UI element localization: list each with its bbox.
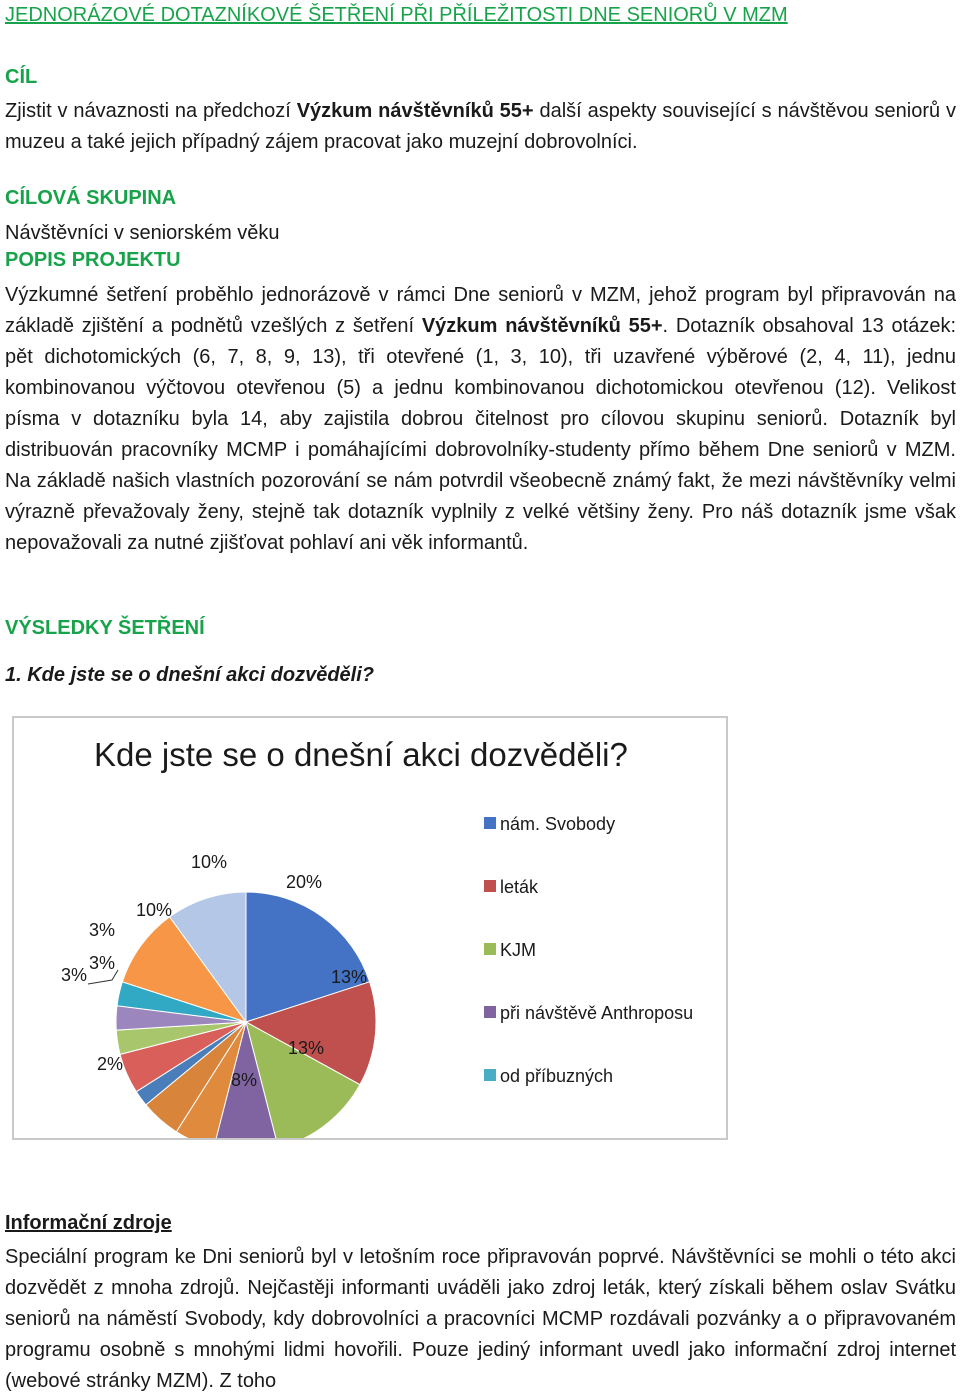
- question-1: 1. Kde jste se o dnešní akci dozvěděli?: [5, 664, 375, 686]
- slice-label-4: 8%: [230, 1070, 258, 1090]
- project-description-paragraph: [5, 280, 956, 559]
- legend-label-3: KJM: [500, 940, 536, 960]
- project-text-end: . Dotazník obsahoval 13 otázek: pět dichotomických (6, 7, 8, 9, 13), tři otevřené (1, 3, 10), tři uzavřené výběrové (2, 4, 11), jednu kombinovanou výčtovou otevřenou (5) a jednu kombinovanou dichotomickou otevřenou (12). Velikost písma v dotazníku byla 14, aby zajistila dobrou čitelnost pro cílovou skupinu seniorů. Dotazník byl distribuován pracovníky MCMP i pomáhajícími dobrovolníky-studenty přímo během Dne seniorů v MZM. Na základě našich vlastních pozorování se nám potvrdil všeobecně známý fakt, že mezi návštěvníky velmi výrazně převažovaly ženy, stejně tak dotazník vyplnily z velké většiny ženy. Pro náš dotazník jsme však nepovažovali za nutné zjišťovat pohlaví ani věk informantů.: [5, 315, 957, 554]
- slice-label-7: 2%: [96, 1054, 124, 1074]
- legend-label-5: od příbuzných: [500, 1066, 614, 1086]
- legend-label-1: nám. Svobody: [500, 814, 616, 834]
- slice-label-1: 20%: [285, 872, 323, 892]
- legend-label-4: při návštěvě Anthroposu: [500, 1003, 694, 1023]
- slice-label-11: 3%: [60, 965, 88, 985]
- info-sources-paragraph: Speciální program ke Dni seniorů byl v letošním roce připravován poprvé. Návštěvníci se mohli o této akci dozvědět z mnoha zdrojů. Nejčastěji informanti uváděli jako zdroj leták, který získali během oslav Svátku seniorů na náměstí Svobody, kdy dobrovolníci a pracovníci MCMP rozdávali pozvánky a o připravovaném programu osobně s mnohými lidmi hovořili. Pouze jediný informant uvedl jako informační zdroj internet (webové stránky MZM). Z toho: [5, 1246, 956, 1392]
- legend-label-2: leták: [500, 877, 539, 897]
- goal-paragraph: [5, 96, 956, 158]
- slice-label-3: 13%: [287, 1038, 325, 1058]
- target-group-heading: CÍLOVÁ SKUPINA: [5, 187, 177, 209]
- target-group-text: Návštěvníci v seniorském věku: [5, 222, 280, 244]
- project-description-heading: POPIS PROJEKTU: [5, 249, 181, 271]
- project-text-start: Výzkumné šetření proběhlo jednorázově v rámci Dne seniorů v MZM, jehož program byl připravován na základě zjištění a podnětů vzešlých z šetření: [5, 284, 956, 337]
- project-text-bold: Výzkum návštěvníků 55+: [421, 315, 663, 337]
- slice-label-10: 3%: [88, 920, 116, 940]
- info-sources-heading: Informační zdroje: [5, 1212, 172, 1234]
- goal-text-bold: Výzkum návštěvníků 55+: [296, 100, 534, 122]
- goal-heading: CÍL: [5, 66, 38, 88]
- goal-text-start: Zjistit v návaznosti na předchozí: [5, 100, 297, 122]
- pie-chart: [12, 716, 728, 1140]
- results-heading: VÝSLEDKY ŠETŘENÍ: [5, 617, 205, 639]
- legend-swatch-5: [484, 1069, 496, 1081]
- legend-swatch-4: [484, 1006, 496, 1018]
- document-title: JEDNORÁZOVÉ DOTAZNÍKOVÉ ŠETŘENÍ PŘI PŘÍLEŽITOSTI DNE SENIORŮ V MZM: [5, 4, 788, 26]
- pie-chart-canvas: [14, 718, 726, 1138]
- slice-label-2: 13%: [330, 967, 368, 987]
- legend-swatch-2: [484, 880, 496, 892]
- slice-label-12: 10%: [135, 900, 173, 920]
- chart-title: Kde jste se o dnešní akci dozvěděli?: [94, 736, 628, 773]
- goal-text-end: další aspekty související s návštěvou seniorů v muzeu a také jejich případný zájem pracovat jako muzejní dobrovolníci.: [5, 100, 957, 153]
- legend-swatch-3: [484, 943, 496, 955]
- legend-swatch-1: [484, 817, 496, 829]
- slice-label-9: 3%: [88, 953, 116, 973]
- slice-label-13: 10%: [190, 852, 228, 872]
